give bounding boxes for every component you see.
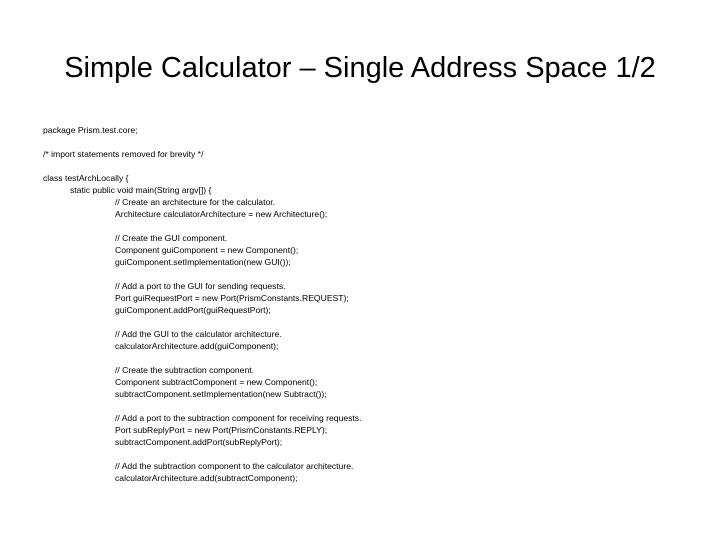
code-blank-line <box>43 160 683 172</box>
code-line: Port guiRequestPort = new Port(PrismConstants.REQUEST); <box>115 293 349 303</box>
code-line: guiComponent.addPort(guiRequestPort); <box>115 305 271 315</box>
code-line: // Add the subtraction component to the calculator architecture. <box>115 461 354 471</box>
code-line-package: package Prism.test.core; <box>43 125 138 135</box>
code-line: // Add the GUI to the calculator architecture. <box>115 329 282 339</box>
code-blank-line <box>43 316 683 328</box>
code-line: guiComponent.setImplementation(new GUI()); <box>115 257 291 267</box>
code-line-main-decl: static public void main(String argv[]) { <box>70 185 212 195</box>
code-line: // Create an architecture for the calculator. <box>115 197 276 207</box>
code-line: Architecture calculatorArchitecture = new Architecture(); <box>115 209 328 219</box>
code-line-class-decl: class testArchLocally { <box>43 173 129 183</box>
code-line: subtractComponent.setImplementation(new Subtract()); <box>115 389 327 399</box>
code-line: // Add a port to the subtraction component for receiving requests. <box>115 413 362 423</box>
code-line: calculatorArchitecture.add(guiComponent); <box>115 341 279 351</box>
code-line: calculatorArchitecture.add(subtractComponent); <box>115 473 298 483</box>
code-blank-line <box>43 268 683 280</box>
code-line: // Create the GUI component. <box>115 233 228 243</box>
code-line-imports-comment: /* import statements removed for brevity */ <box>43 149 204 159</box>
code-blank-line <box>43 448 683 460</box>
code-line: // Add a port to the GUI for sending requests. <box>115 281 286 291</box>
code-line: Component subtractComponent = new Component(); <box>115 377 318 387</box>
code-line: subtractComponent.addPort(subReplyPort); <box>115 437 283 447</box>
code-blank-line <box>43 352 683 364</box>
code-line: Port subReplyPort = new Port(PrismConstants.REPLY); <box>115 425 328 435</box>
slide-title: Simple Calculator – Single Address Space 1/2 <box>64 52 656 84</box>
code-line: Component guiComponent = new Component(); <box>115 245 299 255</box>
code-blank-line <box>43 220 683 232</box>
code-blank-line <box>43 136 683 148</box>
code-line: // Create the subtraction component. <box>115 365 255 375</box>
code-listing <box>43 124 683 484</box>
code-blank-line <box>43 400 683 412</box>
